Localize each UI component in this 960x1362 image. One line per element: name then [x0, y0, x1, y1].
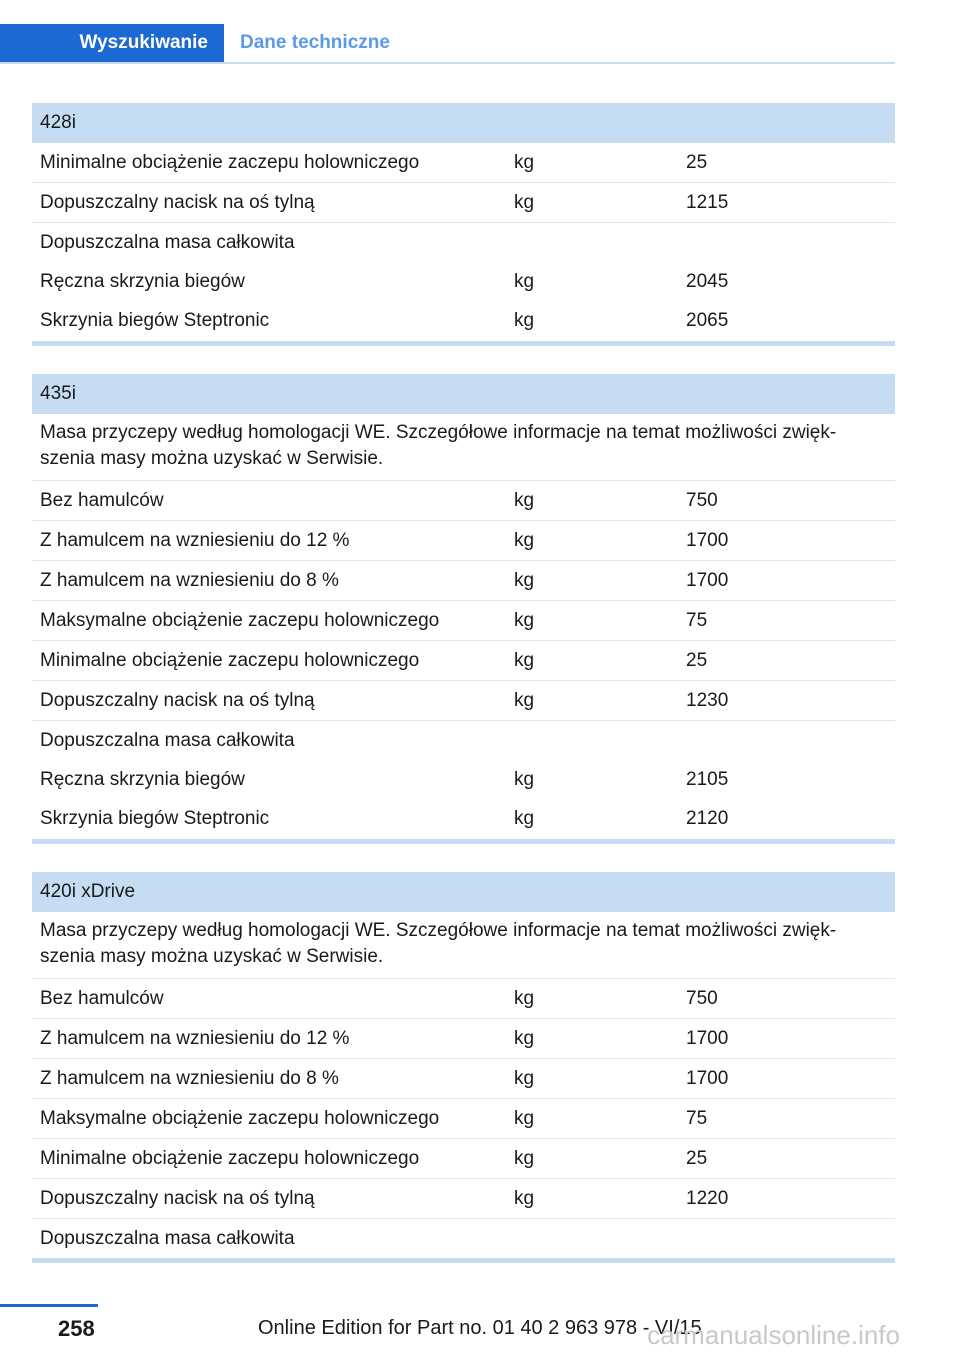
- cell-label: Skrzynia biegów Steptronic: [40, 310, 270, 331]
- cell-unit: kg: [514, 649, 535, 671]
- spec-tables: [32, 103, 895, 1291]
- table-title: 420i xDrive: [32, 872, 895, 912]
- cell-label: Minimalne obciążenie zaczepu holowniczego: [40, 151, 420, 173]
- cell-label: Dopuszczalny nacisk na oś tylną: [40, 689, 315, 711]
- cell-unit: kg: [514, 191, 535, 213]
- cell-value: 1700: [686, 1067, 729, 1089]
- cell-label: Ręczna skrzynia biegów: [40, 768, 245, 790]
- cell-unit: kg: [514, 529, 535, 551]
- cell-value: 2105: [686, 768, 729, 790]
- table-row: [32, 601, 895, 641]
- table-row: [32, 799, 895, 839]
- edition-text: Online Edition for Part no. 01 40 2 963 978 - VI/15: [258, 1317, 702, 1339]
- cell-unit: kg: [514, 609, 535, 631]
- watermark: carmanualsonline.info: [647, 1320, 900, 1350]
- table-row: [32, 1219, 895, 1258]
- cell-value: 25: [686, 151, 708, 173]
- cell-value: 1215: [686, 191, 729, 213]
- cell-label: Maksymalne obciążenie zaczepu holowniczego: [40, 609, 440, 631]
- spec-table: [32, 872, 895, 1263]
- cell-unit: kg: [514, 569, 535, 591]
- cell-label: Dopuszczalny nacisk na oś tylną: [40, 1187, 315, 1209]
- footer-divider: [0, 1304, 98, 1307]
- cell-unit: kg: [514, 808, 535, 829]
- table-row: [32, 143, 895, 183]
- table-row: [32, 1179, 895, 1219]
- table-row: [32, 1059, 895, 1099]
- table-row: [32, 481, 895, 521]
- table-row: [32, 561, 895, 601]
- table-row: [32, 223, 895, 262]
- table-row: [32, 183, 895, 223]
- cell-unit: kg: [514, 689, 535, 711]
- cell-value: 25: [686, 649, 708, 671]
- cell-label: Z hamulcem na wzniesieniu do 12 %: [40, 1027, 350, 1049]
- tab-wyszukiwanie[interactable]: Wyszukiwanie: [0, 24, 224, 62]
- table-note: Masa przyczepy według homologacji WE. Szczegółowe informacje na temat możliwości zwięk-szenia masy można uzyskać w Serwisie.: [32, 912, 895, 979]
- cell-label: Bez hamulców: [40, 489, 164, 511]
- table-row: [32, 1099, 895, 1139]
- cell-label: Z hamulcem na wzniesieniu do 12 %: [40, 529, 350, 551]
- cell-label: Minimalne obciążenie zaczepu holowniczego: [40, 1147, 420, 1169]
- spec-table: [32, 103, 895, 346]
- cell-label: Bez hamulców: [40, 987, 164, 1009]
- table-row: [32, 979, 895, 1019]
- cell-label: Dopuszczalny nacisk na oś tylną: [40, 191, 315, 213]
- table-title: 435i: [32, 374, 895, 414]
- cell-unit: kg: [514, 270, 535, 292]
- cell-unit: kg: [514, 987, 535, 1009]
- table-row: [32, 301, 895, 341]
- cell-label: Skrzynia biegów Steptronic: [40, 808, 270, 829]
- cell-value: 1230: [686, 689, 729, 711]
- cell-unit: kg: [514, 489, 535, 511]
- table-row: [32, 681, 895, 721]
- cell-value: 75: [686, 609, 708, 631]
- table-row: [32, 1019, 895, 1059]
- table-note: Masa przyczepy według homologacji WE. Szczegółowe informacje na temat możliwości zwięk-szenia masy można uzyskać w Serwisie.: [32, 414, 895, 481]
- cell-label: Dopuszczalna masa całkowita: [40, 1227, 295, 1249]
- cell-value: 1700: [686, 1027, 729, 1049]
- table-row: [32, 721, 895, 760]
- table-row: [32, 760, 895, 799]
- tab-dane-techniczne[interactable]: Dane techniczne: [240, 32, 390, 53]
- table-row: [32, 641, 895, 681]
- cell-value: 1700: [686, 529, 729, 551]
- table-title: 428i: [32, 103, 895, 143]
- table-row: [32, 521, 895, 561]
- cell-label: Z hamulcem na wzniesieniu do 8 %: [40, 1067, 339, 1089]
- cell-value: 25: [686, 1147, 708, 1169]
- page-number: 258: [58, 1316, 95, 1341]
- table-row: [32, 1139, 895, 1179]
- cell-unit: kg: [514, 1107, 535, 1129]
- cell-value: 750: [686, 987, 718, 1009]
- cell-value: 2045: [686, 270, 729, 292]
- cell-label: Dopuszczalna masa całkowita: [40, 231, 295, 253]
- cell-unit: kg: [514, 768, 535, 790]
- cell-value: 2065: [686, 310, 729, 331]
- cell-label: Ręczna skrzynia biegów: [40, 270, 245, 292]
- cell-value: 75: [686, 1107, 708, 1129]
- cell-value: 2120: [686, 808, 729, 829]
- cell-label: Minimalne obciążenie zaczepu holowniczego: [40, 649, 420, 671]
- cell-label: Z hamulcem na wzniesieniu do 8 %: [40, 569, 339, 591]
- cell-unit: kg: [514, 1147, 535, 1169]
- cell-unit: kg: [514, 1067, 535, 1089]
- cell-value: 750: [686, 489, 718, 511]
- cell-label: Maksymalne obciążenie zaczepu holowniczego: [40, 1107, 440, 1129]
- cell-unit: kg: [514, 310, 535, 331]
- cell-unit: kg: [514, 1187, 535, 1209]
- header-nav: [0, 24, 895, 64]
- table-row: [32, 262, 895, 301]
- cell-value: 1220: [686, 1187, 729, 1209]
- cell-unit: kg: [514, 151, 535, 173]
- cell-value: 1700: [686, 569, 729, 591]
- cell-label: Dopuszczalna masa całkowita: [40, 729, 295, 751]
- cell-unit: kg: [514, 1027, 535, 1049]
- spec-table: [32, 374, 895, 844]
